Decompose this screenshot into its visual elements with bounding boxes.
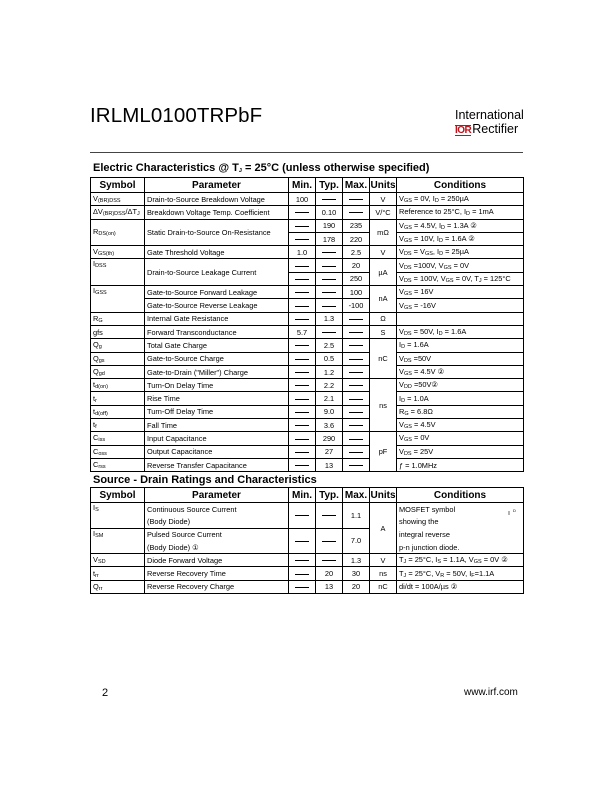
typ-cell: 9.0 xyxy=(316,405,343,418)
symbol-cell: $C_{oss}$ xyxy=(91,445,145,458)
conditions-cell: $V_{GS} = 0V$ xyxy=(397,432,524,445)
max-cell xyxy=(343,379,370,392)
parameter-cell: Turn-On Delay Time xyxy=(145,379,289,392)
units-cell: nA xyxy=(370,286,397,313)
parameter-cell: Gate-to-Source Charge xyxy=(145,352,289,365)
logo-line1: International xyxy=(455,108,524,122)
typ-cell: 178 xyxy=(316,232,343,245)
symbol-cell: $V_{SD}$ xyxy=(91,554,145,567)
conditions-cell: MOSFET symbol D G S xyxy=(397,503,524,516)
table-row xyxy=(91,339,524,352)
conditions-cell: $V_{GS} = 16V$ xyxy=(397,286,524,299)
parameter-cell: Input Capacitance xyxy=(145,432,289,445)
parameter-cell: Reverse Recovery Time xyxy=(145,567,289,580)
col-parameter: Parameter xyxy=(145,178,289,193)
min-cell xyxy=(289,286,316,299)
conditions-cell: $V_{DS} = V_{GS}$, $I_D = 25\mu A$ xyxy=(397,246,524,259)
units-cell: V xyxy=(370,193,397,206)
units-cell: A xyxy=(370,503,397,554)
conditions-cell: $R_G = 6.8\Omega$ xyxy=(397,405,524,418)
table-row xyxy=(91,312,524,325)
col-symbol: Symbol xyxy=(91,488,145,503)
table-row xyxy=(91,286,524,299)
min-cell: 100 xyxy=(289,193,316,206)
conditions-cell: showing the xyxy=(397,515,524,528)
page-number: 2 xyxy=(102,687,109,699)
typ-cell: 27 xyxy=(316,445,343,458)
conditions-cell: integral reverse xyxy=(397,528,524,541)
conditions-cell: $T_J = 25^\circ C$, $V_R = 50V$, $I_F=1.1A$ xyxy=(397,567,524,580)
parameter-cell: Pulsed Source Current xyxy=(145,528,289,541)
max-cell xyxy=(343,325,370,338)
max-cell: 20 xyxy=(343,259,370,272)
typ-cell xyxy=(316,286,343,299)
conditions-cell: ƒ = 1.0MHz xyxy=(397,458,524,471)
symbol-cell: $I_{SM}$ xyxy=(91,528,145,554)
col-typ: Typ. xyxy=(316,488,343,503)
min-cell xyxy=(289,392,316,405)
typ-cell: 0.10 xyxy=(316,206,343,219)
typ-cell xyxy=(316,299,343,312)
units-cell: ns xyxy=(370,567,397,580)
table-row xyxy=(91,325,524,338)
symbol-cell: $Q_g$ xyxy=(91,339,145,352)
symbol-cell: $t_{d(off)}$ xyxy=(91,405,145,418)
typ-cell xyxy=(316,325,343,338)
conditions-cell: $V_{GS} = 4.5V$ ② xyxy=(397,365,524,378)
typ-cell xyxy=(316,246,343,259)
table-row xyxy=(91,554,524,567)
min-cell xyxy=(289,365,316,378)
max-cell: 250 xyxy=(343,272,370,285)
parameter-cell: Rise Time xyxy=(145,392,289,405)
col-units: Units xyxy=(370,489,396,501)
parameter-cell: Drain-to-Source Leakage Current xyxy=(145,259,289,286)
parameter-cell: (Body Diode) ① xyxy=(145,541,289,554)
conditions-cell: $V_{GS} = 10V$, $I_D = 1.6A$ ② xyxy=(397,232,524,245)
parameter-cell: Reverse Transfer Capacitance xyxy=(145,458,289,471)
conditions-cell: Reference to 25°C, $I_D = 1mA$ xyxy=(397,206,524,219)
parameter-cell: Gate-to-Drain ("Miller") Charge xyxy=(145,365,289,378)
min-cell xyxy=(289,259,316,272)
table-header-row xyxy=(91,178,524,193)
table-row xyxy=(91,528,524,541)
max-cell xyxy=(343,392,370,405)
units-cell: pF xyxy=(370,432,397,472)
website-link[interactable]: www.irf.com xyxy=(464,687,518,698)
conditions-cell: $V_{GS} = -16V$ xyxy=(397,299,524,312)
units-cell: V/°C xyxy=(370,206,397,219)
min-cell xyxy=(289,379,316,392)
parameter-cell: Drain-to-Source Breakdown Voltage xyxy=(145,193,289,206)
min-cell xyxy=(289,419,316,432)
parameter-cell: Turn-Off Delay Time xyxy=(145,405,289,418)
col-parameter: Parameter xyxy=(145,488,289,503)
col-min: Min. xyxy=(289,178,316,193)
conditions-cell: $V_{DS} = 100V$, $V_{GS} = 0V$, $T_J = 125^\circ C$ xyxy=(397,272,524,285)
parameter-cell: Breakdown Voltage Temp. Coefficient xyxy=(145,206,289,219)
source-drain-table xyxy=(90,487,524,594)
units-cell: ns xyxy=(370,379,397,432)
symbol-cell: $V_{(BR)DSS}$ xyxy=(91,193,145,206)
symbol-cell: $t_{d(on)}$ xyxy=(91,379,145,392)
conditions-cell: $V_{DS} = 25V$ xyxy=(397,445,524,458)
max-cell xyxy=(343,419,370,432)
table-row xyxy=(91,259,524,272)
max-cell: 100 xyxy=(343,286,370,299)
symbol-cell: $I_{DSS}$ xyxy=(91,259,145,286)
company-logo xyxy=(455,108,525,136)
ir-logo-icon: IOR xyxy=(455,125,472,136)
electric-characteristics-table xyxy=(90,177,524,472)
parameter-cell: Output Capacitance xyxy=(145,445,289,458)
typ-cell: 2.2 xyxy=(316,379,343,392)
min-cell xyxy=(289,272,316,285)
typ-cell: 20 xyxy=(316,567,343,580)
min-cell xyxy=(289,580,316,593)
col-conditions: Conditions xyxy=(397,488,524,503)
header-rule xyxy=(90,152,523,153)
conditions-cell: $V_{GS} = 0V$, $I_D = 250\mu A$ xyxy=(397,193,524,206)
min-cell xyxy=(289,352,316,365)
table-row xyxy=(91,419,524,432)
table-row xyxy=(91,299,524,312)
symbol-cell: $I_{GSS}$ xyxy=(91,286,145,313)
max-cell xyxy=(343,445,370,458)
parameter-cell: Reverse Recovery Charge xyxy=(145,580,289,593)
col-symbol: Symbol xyxy=(91,178,145,193)
min-cell xyxy=(289,405,316,418)
conditions-cell: di/dt = 100A/µs ② xyxy=(397,580,524,593)
max-cell: 20 xyxy=(343,580,370,593)
parameter-cell: Static Drain-to-Source On-Resistance xyxy=(145,219,289,246)
col-max: Max. xyxy=(343,178,370,193)
col-units: Units xyxy=(370,179,396,191)
symbol-cell: $Q_{rr}$ xyxy=(91,580,145,593)
typ-cell: 1.2 xyxy=(316,365,343,378)
typ-cell: 3.6 xyxy=(316,419,343,432)
min-cell: 1.0 xyxy=(289,246,316,259)
table-row xyxy=(91,392,524,405)
conditions-cell xyxy=(397,312,524,325)
min-cell xyxy=(289,299,316,312)
max-cell: 7.0 xyxy=(343,528,370,554)
max-cell xyxy=(343,193,370,206)
max-cell: 2.5 xyxy=(343,246,370,259)
typ-cell: 190 xyxy=(316,219,343,232)
max-cell xyxy=(343,352,370,365)
symbol-cell: $C_{iss}$ xyxy=(91,432,145,445)
parameter-cell: Diode Forward Voltage xyxy=(145,554,289,567)
table-row xyxy=(91,365,524,378)
conditions-cell: $V_{GS} = 4.5V$, $I_D = 1.3A$ ② xyxy=(397,219,524,232)
typ-cell xyxy=(316,503,343,529)
col-max: Max. xyxy=(343,488,370,503)
table-row xyxy=(91,458,524,471)
parameter-cell: Internal Gate Resistance xyxy=(145,312,289,325)
conditions-cell: $V_{DD}$ =50V② xyxy=(397,379,524,392)
max-cell xyxy=(343,458,370,471)
symbol-cell: $t_r$ xyxy=(91,392,145,405)
conditions-cell: $V_{DS} = 50V$, $I_D = 1.6A$ xyxy=(397,325,524,338)
col-conditions: Conditions xyxy=(397,178,524,193)
units-cell: S xyxy=(370,325,397,338)
parameter-cell: Total Gate Charge xyxy=(145,339,289,352)
table-row xyxy=(91,352,524,365)
table-row xyxy=(91,379,524,392)
units-cell: Ω xyxy=(370,312,397,325)
parameter-cell: Forward Transconductance xyxy=(145,325,289,338)
typ-cell xyxy=(316,528,343,554)
min-cell xyxy=(289,232,316,245)
table-row xyxy=(91,503,524,516)
col-typ: Typ. xyxy=(316,178,343,193)
typ-cell xyxy=(316,193,343,206)
part-number: IRLML0100TRPbF xyxy=(90,104,263,127)
table-row xyxy=(91,405,524,418)
min-cell xyxy=(289,503,316,529)
typ-cell: 2.1 xyxy=(316,392,343,405)
min-cell xyxy=(289,445,316,458)
min-cell xyxy=(289,567,316,580)
min-cell: 5.7 xyxy=(289,325,316,338)
typ-cell: 1.3 xyxy=(316,312,343,325)
symbol-cell: $\Delta V_{(BR)DSS}/\Delta T_J$ xyxy=(91,206,145,219)
min-cell xyxy=(289,458,316,471)
symbol-cell: $V_{GS(th)}$ xyxy=(91,246,145,259)
typ-cell: 2.5 xyxy=(316,339,343,352)
table-row xyxy=(91,246,524,259)
conditions-cell: $I_D = 1.6A$ xyxy=(397,339,524,352)
typ-cell: 0.5 xyxy=(316,352,343,365)
electric-title: Electric Characteristics @ $T_J = 25^\circ C$ (unless otherwise specified) xyxy=(93,162,430,174)
max-cell xyxy=(343,432,370,445)
units-cell: nC xyxy=(370,580,397,593)
table-row xyxy=(91,580,524,593)
typ-cell: 290 xyxy=(316,432,343,445)
conditions-cell: $V_{DS} =100V$, $V_{GS} = 0V$ xyxy=(397,259,524,272)
max-cell: 235 xyxy=(343,219,370,232)
symbol-cell: $t_{rr}$ xyxy=(91,567,145,580)
table-row xyxy=(91,206,524,219)
max-cell: -100 xyxy=(343,299,370,312)
units-cell: mΩ xyxy=(370,219,397,246)
source-drain-title: Source - Drain Ratings and Characteristics xyxy=(93,474,317,486)
max-cell xyxy=(343,365,370,378)
parameter-cell: Continuous Source Current xyxy=(145,503,289,516)
parameter-cell: (Body Diode) xyxy=(145,515,289,528)
typ-cell xyxy=(316,554,343,567)
min-cell xyxy=(289,219,316,232)
max-cell xyxy=(343,405,370,418)
symbol-cell: $R_G$ xyxy=(91,312,145,325)
symbol-cell: gfs xyxy=(91,325,145,338)
conditions-cell: $T_J = 25^\circ C$, $I_S = 1.1A$, $V_{GS} = 0V$ ② xyxy=(397,554,524,567)
max-cell: 1.1 xyxy=(343,503,370,529)
conditions-cell: $V_{DS} =50V$ xyxy=(397,352,524,365)
symbol-cell: $Q_{gs}$ xyxy=(91,352,145,365)
parameter-cell: Gate-to-Source Forward Leakage xyxy=(145,286,289,299)
symbol-cell: $R_{DS(on)}$ xyxy=(91,219,145,246)
parameter-cell: Gate Threshold Voltage xyxy=(145,246,289,259)
units-cell: nC xyxy=(370,339,397,379)
logo-line2: Rectifier xyxy=(472,122,519,136)
symbol-cell: $I_S$ xyxy=(91,503,145,529)
typ-cell xyxy=(316,272,343,285)
conditions-cell: $V_{GS} = 4.5V$ xyxy=(397,419,524,432)
table-row xyxy=(91,432,524,445)
table-header-row xyxy=(91,488,524,503)
min-cell xyxy=(289,432,316,445)
max-cell: 30 xyxy=(343,567,370,580)
max-cell xyxy=(343,339,370,352)
min-cell xyxy=(289,339,316,352)
table-row xyxy=(91,567,524,580)
units-cell: V xyxy=(370,554,397,567)
parameter-cell: Fall Time xyxy=(145,419,289,432)
typ-cell xyxy=(316,259,343,272)
table-row xyxy=(91,219,524,232)
symbol-cell: $Q_{gd}$ xyxy=(91,365,145,378)
mosfet-drain-label: D xyxy=(513,508,516,513)
symbol-cell: $C_{rss}$ xyxy=(91,458,145,471)
units-cell: V xyxy=(370,246,397,259)
typ-cell: 13 xyxy=(316,580,343,593)
min-cell xyxy=(289,554,316,567)
max-cell: 1.3 xyxy=(343,554,370,567)
min-cell xyxy=(289,312,316,325)
min-cell xyxy=(289,206,316,219)
max-cell xyxy=(343,312,370,325)
parameter-cell: Gate-to-Source Reverse Leakage xyxy=(145,299,289,312)
max-cell: 220 xyxy=(343,232,370,245)
symbol-cell: $t_f$ xyxy=(91,419,145,432)
table-row xyxy=(91,193,524,206)
col-min: Min. xyxy=(289,488,316,503)
units-cell: µA xyxy=(370,259,397,286)
conditions-cell: $I_D = 1.0A$ xyxy=(397,392,524,405)
mosfet-symbol-icon: D G S xyxy=(488,508,516,548)
conditions-cell: p-n junction diode. xyxy=(397,541,524,554)
max-cell xyxy=(343,206,370,219)
table-row xyxy=(91,445,524,458)
typ-cell: 13 xyxy=(316,458,343,471)
min-cell xyxy=(289,528,316,554)
